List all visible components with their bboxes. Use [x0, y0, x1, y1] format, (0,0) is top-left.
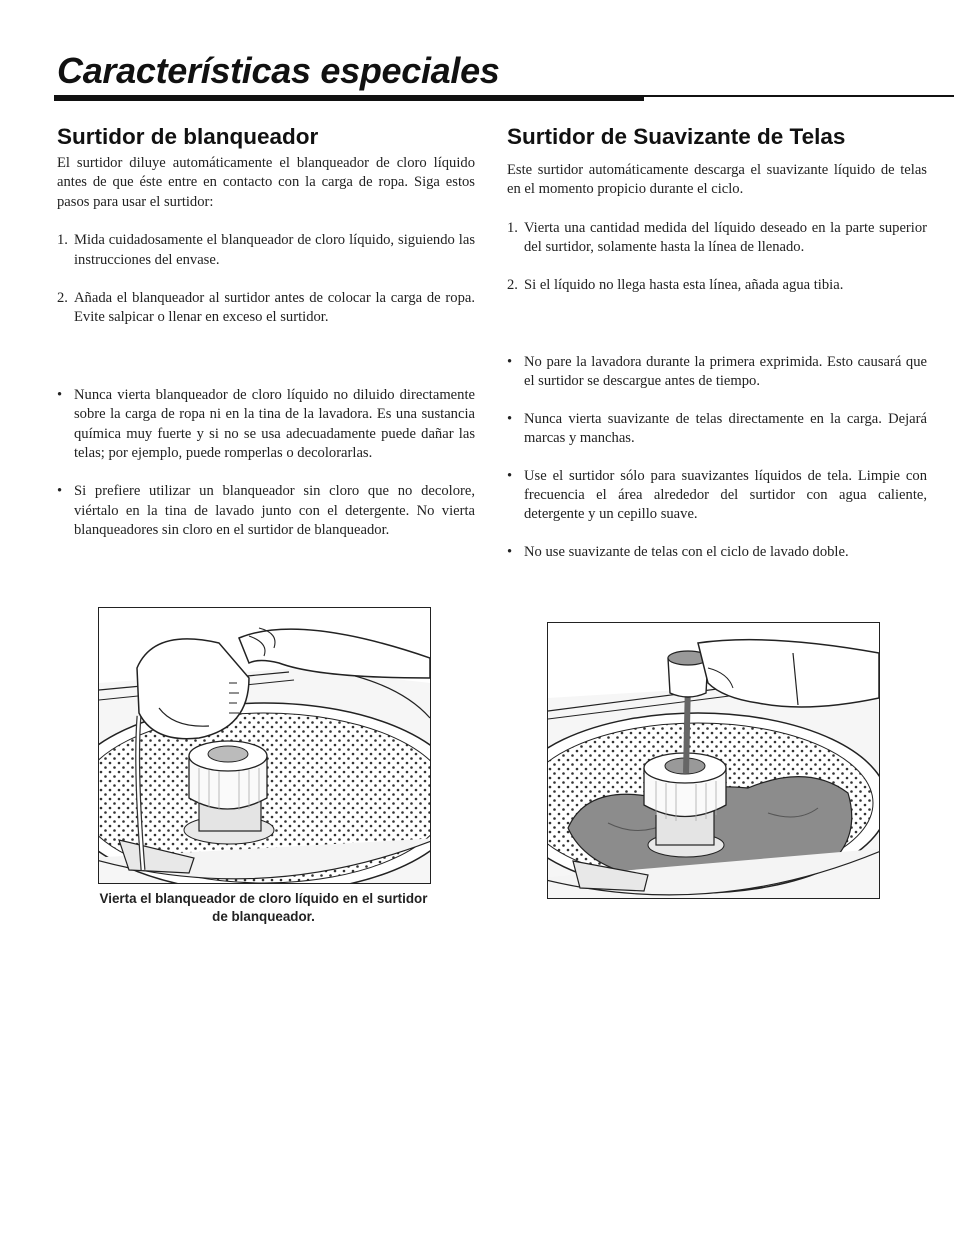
bleach-dispenser-section — [57, 120, 475, 541]
softener-intro: Este surtidor automáticamente descarga el suavizante líquido de telas en el momento propicio durante el ciclo. — [507, 162, 927, 198]
bullet-marker: • — [507, 467, 513, 484]
bullet-marker: • — [507, 543, 513, 560]
title-rule-thick — [54, 95, 644, 101]
step-text: Añada el blanqueador al surtidor antes de colocar la carga de ropa. Evite salpicar o llenar en exceso el surtidor. — [74, 290, 475, 326]
step-text: Vierta una cantidad medida del líquido deseado en la parte superior del surtidor, solamente hasta la línea de llenado. — [524, 219, 927, 256]
softener-pouring-drawing — [548, 623, 879, 898]
softener-pouring-illustration — [547, 622, 880, 899]
step-text: Mida cuidadosamente el blanqueador de cloro líquido, siguiendo las instrucciones del envase. — [74, 232, 475, 268]
bullet-text: No use suavizante de telas con el ciclo de lavado doble. — [524, 543, 849, 560]
softener-warning-4 — [507, 543, 927, 562]
step-marker: 2. — [57, 290, 68, 307]
softener-warning-2 — [507, 410, 927, 449]
step-marker: 1. — [507, 219, 518, 236]
bullet-text: Nunca vierta suavizante de telas directamente en la carga. Dejará marcas y manchas. — [524, 410, 927, 447]
softener-step-1 — [507, 219, 927, 258]
softener-dispenser-heading: Surtidor de Suavizante de Telas — [507, 124, 846, 149]
page-title: Características especiales — [57, 50, 500, 91]
bleach-pouring-illustration — [98, 607, 431, 884]
bleach-steps-list — [57, 231, 475, 328]
bullet-marker: • — [507, 354, 513, 371]
bleach-warning-1 — [57, 386, 475, 464]
bleach-dispenser-heading: Surtidor de blanqueador — [57, 124, 319, 149]
softener-warnings-list — [507, 353, 927, 562]
bleach-step-2 — [57, 289, 475, 328]
softener-steps-list — [507, 219, 927, 295]
bleach-warnings-list — [57, 386, 475, 541]
bleach-intro: El surtidor diluye automáticamente el blanqueador de cloro líquido antes de que éste entre en contacto con la carga de ropa. Siga estos pasos para usar el surtidor: — [57, 155, 475, 210]
bleach-pouring-drawing — [99, 608, 430, 883]
softener-step-2 — [507, 276, 927, 295]
step-marker: 1. — [57, 232, 68, 249]
softener-dispenser-section — [507, 120, 927, 562]
bleach-step-1 — [57, 231, 475, 270]
bullet-text: Use el surtidor sólo para suavizantes líquidos de tela. Limpie con frecuencia el área alrededor del surtidor con agua caliente, detergente y un cepillo suave. — [524, 467, 927, 523]
softener-warning-1 — [507, 353, 927, 392]
bleach-figure-caption: Vierta el blanqueador de cloro líquido en el surtidor de blanqueador. — [99, 891, 428, 924]
softener-warning-3 — [507, 467, 927, 525]
bullet-marker: • — [57, 483, 63, 500]
step-marker: 2. — [507, 276, 518, 293]
bleach-warning-2 — [57, 482, 475, 540]
bullet-marker: • — [507, 410, 513, 427]
bullet-text: No pare la lavadora durante la primera exprimida. Esto causará que el surtidor se descargue antes de tiempo. — [524, 354, 927, 390]
bullet-marker: • — [57, 386, 63, 403]
title-rule-thin — [644, 95, 954, 97]
step-text: Si el líquido no llega hasta esta línea, añada agua tibia. — [524, 276, 844, 293]
bullet-text: Si prefiere utilizar un blanqueador sin cloro que no decolore, viértalo en la tina de lavado junto con el detergente. No vierta blanqueadores sin cloro en el surtidor de blanqueador. — [74, 483, 475, 539]
bullet-text: Nunca vierta blanqueador de cloro líquido no diluido directamente sobre la carga de ropa ni en la tina de la lavadora. Es una sustancia química muy fuerte y si no se usa adecuadamente puede dañar las telas; por ejemplo, puede romperlas o decolorarlas. — [74, 386, 475, 462]
